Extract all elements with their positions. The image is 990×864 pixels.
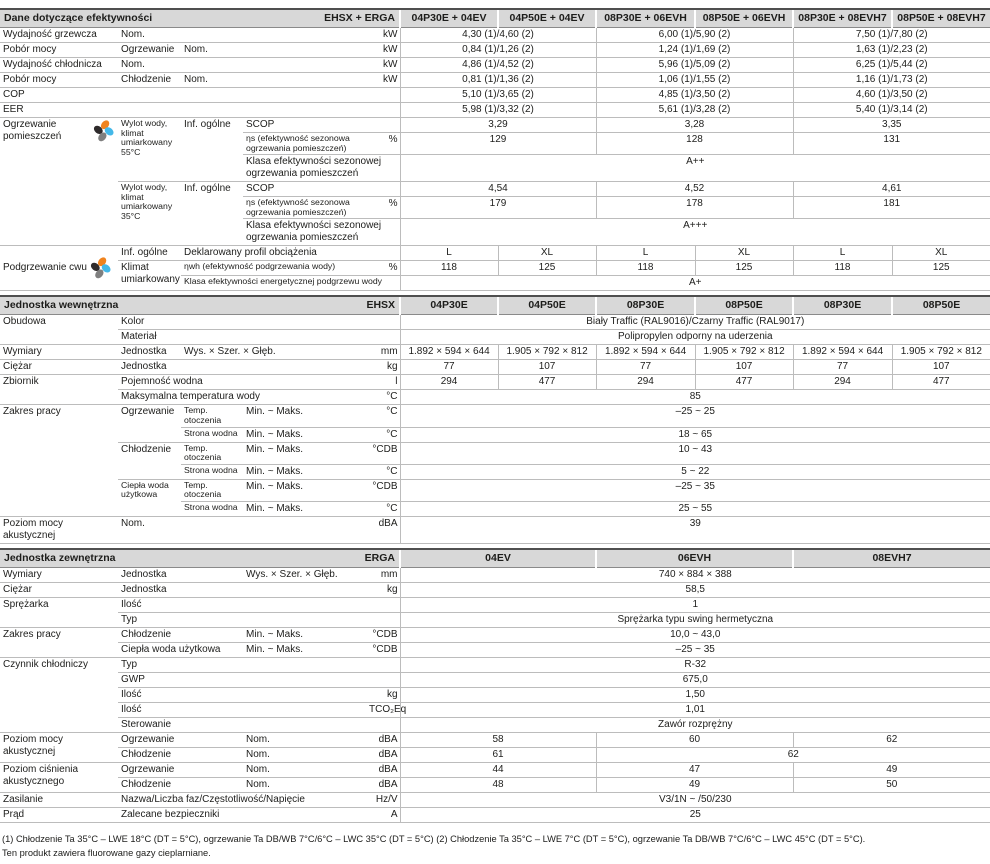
- table-row: [0, 687, 990, 702]
- value-cell: 1: [400, 597, 990, 612]
- unit-cell: kW: [366, 28, 400, 43]
- value-cell: XL: [695, 246, 793, 261]
- label-cell: Poziom ciśnienia akustycznego: [0, 762, 118, 792]
- unit-cell: dBA: [366, 732, 400, 747]
- label-cell: Maksymalna temperatura wody: [118, 390, 366, 405]
- unit-cell: kW: [366, 58, 400, 73]
- unit-cell: dBA: [366, 777, 400, 792]
- value-cell: 477: [498, 375, 596, 390]
- value-cell: 1.892 × 594 × 644: [793, 345, 892, 360]
- unit-cell: l: [366, 375, 400, 390]
- table-row: [0, 702, 990, 717]
- model-column-header: 08P50E: [695, 296, 793, 315]
- value-cell: 61: [400, 747, 596, 762]
- value-cell: 125: [695, 261, 793, 276]
- table-row: [0, 360, 990, 375]
- label-cell: Zasilanie: [0, 792, 118, 807]
- table-row: [0, 73, 990, 88]
- value-cell: 1,50: [400, 687, 990, 702]
- label-cell: Poziom mocy akustycznej: [0, 516, 118, 543]
- section-title: Jednostka wewnętrzna: [0, 296, 243, 315]
- value-cell: 1,01: [400, 702, 990, 717]
- value-cell: –25 ~ 25: [400, 405, 990, 427]
- section-header-row: [0, 549, 990, 568]
- label-cell: Klasa efektywności energetycznej podgrzewu wody: [181, 276, 400, 291]
- value-cell: 107: [892, 360, 990, 375]
- label-cell: Ogrzewanie: [118, 762, 243, 777]
- value-cell: 25 ~ 55: [400, 501, 990, 516]
- value-cell: 675,0: [400, 672, 990, 687]
- label-text: Podgrzewanie cwu: [3, 262, 87, 274]
- value-cell: 6,25 (1)/5,44 (2): [793, 58, 990, 73]
- table-row: [0, 747, 990, 762]
- unit-cell: mm: [366, 567, 400, 582]
- value-cell: 62: [793, 732, 990, 747]
- label-cell: Jednostka: [118, 360, 366, 375]
- value-cell: Biały Traffic (RAL9016)/Czarny Traffic (RAL9017): [400, 315, 990, 330]
- label-cell: Inf. ogólne: [181, 118, 243, 182]
- label-cell: Sterowanie: [118, 717, 400, 732]
- unit-cell: %: [366, 261, 400, 276]
- unit-cell: °C: [366, 390, 400, 405]
- table-row: [0, 479, 990, 501]
- label-cell: Wydajność grzewcza: [0, 28, 118, 43]
- table-row: [0, 58, 990, 73]
- model-column-header: 08P30E + 06EVH: [596, 9, 695, 28]
- value-cell: Sprężarka typu swing hermetyczna: [400, 612, 990, 627]
- label-cell: Nom.: [243, 762, 366, 777]
- label-cell: Nom.: [243, 777, 366, 792]
- value-cell: 18 ~ 65: [400, 427, 990, 442]
- label-cell: Klasa efektywności sezonowej ogrzewania pomieszczeń: [243, 155, 400, 182]
- label-with-icon: [3, 257, 115, 279]
- model-column-header: 08P50E + 06EVH: [695, 9, 793, 28]
- value-cell: L: [400, 246, 498, 261]
- label-cell: Typ: [118, 657, 400, 672]
- label-cell: Zakres pracy: [0, 627, 118, 657]
- value-cell: 4,85 (1)/3,50 (2): [596, 88, 793, 103]
- value-cell: A+: [400, 276, 990, 291]
- value-cell: 50: [793, 777, 990, 792]
- label-cell: Zbiornik: [0, 375, 118, 405]
- label-cell: Chłodzenie: [118, 73, 181, 88]
- value-cell: 128: [596, 133, 793, 155]
- section-title: Dane dotyczące efektywności: [0, 9, 243, 28]
- unit-cell: °C: [366, 501, 400, 516]
- table-row: [0, 88, 990, 103]
- label-cell: Min. ~ Maks.: [243, 642, 366, 657]
- label-cell: Klasa efektywności sezonowej ogrzewania pomieszczeń: [243, 219, 400, 246]
- value-cell: 39: [400, 516, 990, 543]
- unit-cell: kg: [366, 687, 400, 702]
- unit-cell: kW: [366, 73, 400, 88]
- unit-cell: kg: [366, 582, 400, 597]
- label-cell: Strona wodna: [181, 501, 243, 516]
- value-cell: Polipropylen odporny na uderzenia: [400, 330, 990, 345]
- label-cell: Temp. otoczenia: [181, 442, 243, 464]
- table-row: [0, 118, 990, 133]
- label-cell: Pobór mocy: [0, 73, 118, 88]
- value-cell: 10 ~ 43: [400, 442, 990, 464]
- value-cell: 77: [400, 360, 498, 375]
- label-cell: Min. ~ Maks.: [243, 501, 366, 516]
- label-cell: Prąd: [0, 807, 118, 822]
- value-cell: 118: [596, 261, 695, 276]
- label-cell: Zalecane bezpieczniki: [118, 807, 366, 822]
- value-cell: 4,54: [400, 182, 596, 197]
- unit-cell: °C: [366, 427, 400, 442]
- value-cell: 0,81 (1)/1,36 (2): [400, 73, 596, 88]
- unit-cell: °CDB: [366, 627, 400, 642]
- table-row: [0, 642, 990, 657]
- value-cell: 49: [793, 762, 990, 777]
- value-cell: 58: [400, 732, 596, 747]
- label-cell: Pojemność wodna: [118, 375, 366, 390]
- table-row: [0, 405, 990, 427]
- label-cell: Chłodzenie: [118, 442, 181, 479]
- table-row: [0, 732, 990, 747]
- section-indoor-unit: [0, 295, 990, 544]
- section-header-row: [0, 296, 990, 315]
- label-cell: ηs (efektywność sezonowa ogrzewania pomieszczeń): [243, 133, 366, 155]
- label-cell: Sprężarka: [0, 597, 118, 627]
- value-cell: 477: [892, 375, 990, 390]
- footnotes: [0, 827, 990, 864]
- unit-cell: °C: [366, 464, 400, 479]
- table-row: [0, 597, 990, 612]
- value-cell: –25 ~ 35: [400, 642, 990, 657]
- value-cell: 294: [793, 375, 892, 390]
- table-row: [0, 672, 990, 687]
- value-cell: 44: [400, 762, 596, 777]
- value-cell: 4,60 (1)/3,50 (2): [793, 88, 990, 103]
- value-cell: 477: [695, 375, 793, 390]
- model-column-header: 06EVH: [596, 549, 793, 568]
- model-column-header: 04P30E: [400, 296, 498, 315]
- value-cell: 5,61 (1)/3,28 (2): [596, 103, 793, 118]
- label-cell: Chłodzenie: [118, 747, 243, 762]
- value-cell: 4,52: [596, 182, 793, 197]
- label-cell: Wydajność chłodnicza: [0, 58, 118, 73]
- value-cell: 118: [793, 261, 892, 276]
- table-row: [0, 657, 990, 672]
- value-cell: 5,40 (1)/3,14 (2): [793, 103, 990, 118]
- value-cell: 4,61: [793, 182, 990, 197]
- label-cell: Min. ~ Maks.: [243, 405, 366, 427]
- value-cell: 118: [400, 261, 498, 276]
- label-cell: Wymiary: [0, 345, 118, 360]
- label-cell: Chłodzenie: [118, 777, 243, 792]
- value-cell: 3,28: [596, 118, 793, 133]
- label-cell: Jednostka: [118, 345, 181, 360]
- value-cell: 125: [892, 261, 990, 276]
- table-row: [0, 807, 990, 822]
- series-label: EHSX + ERGA: [243, 9, 400, 28]
- label-cell: Ciepła woda użytkowa: [118, 642, 243, 657]
- table-row: [0, 582, 990, 597]
- label-cell: Nom.: [243, 732, 366, 747]
- model-column-header: 08P30E: [596, 296, 695, 315]
- model-column-header: 08P50E + 08EVH7: [892, 9, 990, 28]
- unit-cell: [366, 182, 400, 197]
- table-row: [0, 442, 990, 464]
- unit-cell: °CDB: [366, 642, 400, 657]
- model-column-header: 04P30E + 04EV: [400, 9, 498, 28]
- section-outdoor-unit: [0, 548, 990, 823]
- section-efficiency-data: [0, 8, 990, 291]
- table-row: [0, 315, 990, 330]
- unit-cell: dBA: [366, 516, 400, 543]
- label-cell: Min. ~ Maks.: [243, 627, 366, 642]
- label-cell: [0, 118, 118, 246]
- footnote-line-2: Ten produkt zawiera fluorowane gazy cieplarniane.: [2, 847, 211, 858]
- table-row: [0, 28, 990, 43]
- value-cell: 740 × 884 × 388: [400, 567, 990, 582]
- value-cell: 1.892 × 594 × 644: [400, 345, 498, 360]
- value-cell: 107: [695, 360, 793, 375]
- value-cell: 1,63 (1)/2,23 (2): [793, 43, 990, 58]
- label-cell: Jednostka: [118, 567, 243, 582]
- value-cell: 1.905 × 792 × 812: [695, 345, 793, 360]
- value-cell: 25: [400, 807, 990, 822]
- label-cell: Ilość: [118, 687, 366, 702]
- value-cell: 294: [400, 375, 498, 390]
- spec-table-outdoor: [0, 548, 990, 823]
- value-cell: 5 ~ 22: [400, 464, 990, 479]
- label-cell: [0, 246, 118, 291]
- section-title: Jednostka zewnętrzna: [0, 549, 243, 568]
- label-cell: Wylot wody, klimat umiarkowany 35°C: [118, 182, 181, 246]
- value-cell: 6,00 (1)/5,90 (2): [596, 28, 793, 43]
- label-cell: Deklarowany profil obciążenia: [181, 246, 400, 261]
- table-row: [0, 345, 990, 360]
- series-label: ERGA: [243, 549, 400, 568]
- label-cell: Wymiary: [0, 567, 118, 582]
- unit-cell: TCO₂Eq: [366, 702, 400, 717]
- label-with-icon: [3, 119, 115, 143]
- unit-cell: %: [366, 197, 400, 219]
- section-header-row: [0, 9, 990, 28]
- flower-icon: [90, 257, 112, 279]
- label-cell: Min. ~ Maks.: [243, 464, 366, 479]
- model-column-header: 08EVH7: [793, 549, 990, 568]
- label-cell: Strona wodna: [181, 464, 243, 479]
- table-row: [0, 612, 990, 627]
- label-cell: Inf. ogólne: [181, 182, 243, 246]
- value-cell: 131: [793, 133, 990, 155]
- label-cell: Temp. otoczenia: [181, 405, 243, 427]
- label-cell: Kolor: [118, 315, 400, 330]
- label-cell: Ogrzewanie: [118, 405, 181, 442]
- flower-icon: [93, 120, 115, 142]
- value-cell: 49: [596, 777, 793, 792]
- label-cell: Ilość: [118, 597, 400, 612]
- table-row: [0, 261, 990, 276]
- unit-cell: [366, 118, 400, 133]
- label-cell: GWP: [118, 672, 400, 687]
- unit-cell: %: [366, 133, 400, 155]
- value-cell: 179: [400, 197, 596, 219]
- value-cell: 77: [596, 360, 695, 375]
- value-cell: A+++: [400, 219, 990, 246]
- value-cell: XL: [498, 246, 596, 261]
- label-cell: COP: [0, 88, 400, 103]
- value-cell: Zawór rozprężny: [400, 717, 990, 732]
- value-cell: 48: [400, 777, 596, 792]
- unit-cell: °C: [366, 405, 400, 427]
- label-cell: Ciężar: [0, 582, 118, 597]
- label-cell: Nom.: [181, 73, 366, 88]
- value-cell: L: [596, 246, 695, 261]
- label-text: Ogrzewanie pomieszczeń: [3, 119, 62, 142]
- table-row: [0, 516, 990, 543]
- label-cell: Klimat umiarkowany: [118, 261, 181, 291]
- label-cell: Nom.: [118, 28, 366, 43]
- value-cell: 60: [596, 732, 793, 747]
- value-cell: 1,16 (1)/1,73 (2): [793, 73, 990, 88]
- value-cell: 3,35: [793, 118, 990, 133]
- label-cell: Strona wodna: [181, 427, 243, 442]
- value-cell: 77: [793, 360, 892, 375]
- label-cell: Ogrzewanie: [118, 732, 243, 747]
- table-row: [0, 182, 990, 197]
- value-cell: 125: [498, 261, 596, 276]
- label-cell: SCOP: [243, 118, 366, 133]
- model-column-header: 04P50E + 04EV: [498, 9, 596, 28]
- value-cell: 181: [793, 197, 990, 219]
- value-cell: 3,29: [400, 118, 596, 133]
- label-cell: Poziom mocy akustycznej: [0, 732, 118, 762]
- model-column-header: 08P30E + 08EVH7: [793, 9, 892, 28]
- value-cell: 129: [400, 133, 596, 155]
- value-cell: 5,96 (1)/5,09 (2): [596, 58, 793, 73]
- table-row: [0, 103, 990, 118]
- value-cell: 7,50 (1)/7,80 (2): [793, 28, 990, 43]
- unit-cell: °CDB: [366, 479, 400, 501]
- spec-table-efficiency: [0, 8, 990, 291]
- label-cell: Min. ~ Maks.: [243, 479, 366, 501]
- label-cell: ηs (efektywność sezonowa ogrzewania pomieszczeń): [243, 197, 366, 219]
- table-row: [0, 762, 990, 777]
- value-cell: 5,10 (1)/3,65 (2): [400, 88, 596, 103]
- label-cell: SCOP: [243, 182, 366, 197]
- value-cell: 0,84 (1)/1,26 (2): [400, 43, 596, 58]
- unit-cell: dBA: [366, 762, 400, 777]
- value-cell: 47: [596, 762, 793, 777]
- value-cell: 4,86 (1)/4,52 (2): [400, 58, 596, 73]
- table-row: [0, 43, 990, 58]
- value-cell: A++: [400, 155, 990, 182]
- table-row: [0, 390, 990, 405]
- unit-cell: A: [366, 807, 400, 822]
- label-cell: Pobór mocy: [0, 43, 118, 58]
- model-column-header: 08P30E: [793, 296, 892, 315]
- table-row: [0, 792, 990, 807]
- value-cell: 85: [400, 390, 990, 405]
- unit-cell: dBA: [366, 747, 400, 762]
- model-column-header: 08P50E: [892, 296, 990, 315]
- label-cell: Ciepła woda użytkowa: [118, 479, 181, 516]
- label-cell: ηwh (efektywność podgrzewania wody): [181, 261, 366, 276]
- unit-cell: Hz/V: [366, 792, 400, 807]
- value-cell: 62: [596, 747, 990, 762]
- unit-cell: °CDB: [366, 442, 400, 464]
- value-cell: 1.892 × 594 × 644: [596, 345, 695, 360]
- label-cell: Obudowa: [0, 315, 118, 345]
- label-cell: Materiał: [118, 330, 400, 345]
- value-cell: 58,5: [400, 582, 990, 597]
- value-cell: XL: [892, 246, 990, 261]
- label-cell: Nom.: [243, 747, 366, 762]
- label-cell: Nom.: [118, 58, 366, 73]
- value-cell: V3/1N ~ /50/230: [400, 792, 990, 807]
- label-cell: Temp. otoczenia: [181, 479, 243, 501]
- table-row: [0, 330, 990, 345]
- spec-table-indoor: [0, 295, 990, 544]
- label-cell: Zakres pracy: [0, 405, 118, 517]
- model-column-header: 04EV: [400, 549, 596, 568]
- footnote-line-1: (1) Chłodzenie Ta 35°C – LWE 18°C (DT = 5°C), ogrzewanie Ta DB/WB 7°C/6°C – LWC 35°C (DT = 5°C) (2) Chłodzenie Ta 35°C – LWE 7°C (DT = 5°C), ogrzewanie Ta DB/WB 7°C/6°C – LWC 45°C (DT = 5°C).: [2, 833, 866, 844]
- value-cell: 1,06 (1)/1,55 (2): [596, 73, 793, 88]
- label-cell: Ogrzewanie: [118, 43, 181, 58]
- label-cell: Ilość: [118, 702, 366, 717]
- unit-cell: mm: [366, 345, 400, 360]
- value-cell: 294: [596, 375, 695, 390]
- label-cell: Typ: [118, 612, 400, 627]
- value-cell: 5,98 (1)/3,32 (2): [400, 103, 596, 118]
- label-cell: Nom.: [118, 516, 366, 543]
- model-column-header: 04P50E: [498, 296, 596, 315]
- series-label: EHSX: [243, 296, 400, 315]
- label-cell: Nom.: [181, 43, 366, 58]
- table-row: [0, 375, 990, 390]
- label-cell: Jednostka: [118, 582, 366, 597]
- label-cell: Nazwa/Liczba faz/Częstotliwość/Napięcie: [118, 792, 366, 807]
- value-cell: 1,24 (1)/1,69 (2): [596, 43, 793, 58]
- label-cell: Min. ~ Maks.: [243, 442, 366, 464]
- value-cell: 178: [596, 197, 793, 219]
- label-cell: EER: [0, 103, 400, 118]
- value-cell: –25 ~ 35: [400, 479, 990, 501]
- table-row: [0, 567, 990, 582]
- label-cell: Wys. × Szer. × Głęb.: [243, 567, 366, 582]
- table-row: [0, 246, 990, 261]
- value-cell: 1.905 × 792 × 812: [498, 345, 596, 360]
- value-cell: 10,0 ~ 43,0: [400, 627, 990, 642]
- label-cell: Czynnik chłodniczy: [0, 657, 118, 732]
- table-row: [0, 777, 990, 792]
- value-cell: R-32: [400, 657, 990, 672]
- table-row: [0, 627, 990, 642]
- label-cell: Chłodzenie: [118, 627, 243, 642]
- unit-cell: kg: [366, 360, 400, 375]
- value-cell: 4,30 (1)/4,60 (2): [400, 28, 596, 43]
- value-cell: 1.905 × 792 × 812: [892, 345, 990, 360]
- value-cell: 107: [498, 360, 596, 375]
- unit-cell: kW: [366, 43, 400, 58]
- label-cell: Wys. × Szer. × Głęb.: [181, 345, 366, 360]
- table-row: [0, 717, 990, 732]
- label-cell: Inf. ogólne: [118, 246, 181, 261]
- label-cell: Min. ~ Maks.: [243, 427, 366, 442]
- value-cell: L: [793, 246, 892, 261]
- label-cell: Ciężar: [0, 360, 118, 375]
- label-cell: Wylot wody, klimat umiarkowany 55°C: [118, 118, 181, 182]
